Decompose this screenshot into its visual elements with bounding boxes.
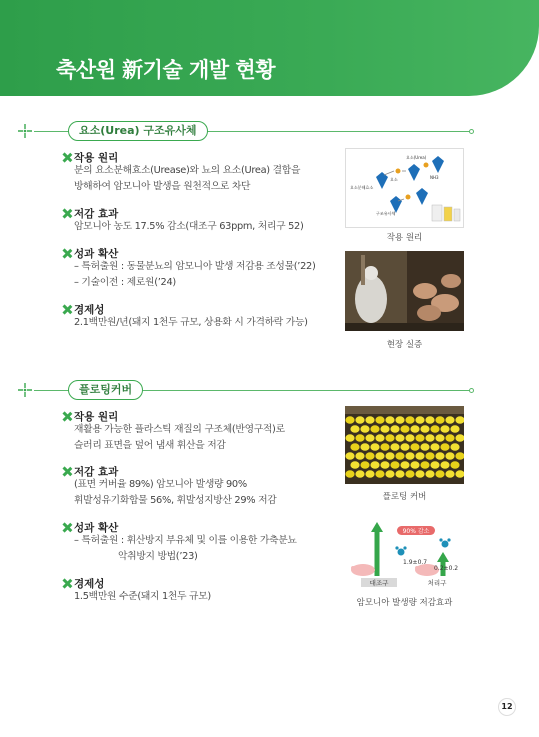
floating-ball: [375, 416, 384, 424]
field-photo: [345, 251, 464, 331]
figure-caption: 현장 실증: [386, 340, 423, 350]
floating-ball: [415, 434, 424, 442]
figure-caption: 암모니아 발생량 저감효과: [356, 598, 453, 608]
item-body: (표면 커버율 89%) 암모니아 발생량 90% 휘발성유기화합물 56%, 휘발성지방산 29% 저감: [74, 479, 277, 506]
item-heading: 경제성: [62, 302, 104, 317]
floating-ball: [400, 461, 409, 469]
floating-ball: [365, 470, 374, 478]
floating-ball: [350, 425, 359, 433]
diagram-label: 요소분해효소: [350, 185, 374, 190]
floating-ball: [400, 425, 409, 433]
floating-ball: [370, 461, 379, 469]
floating-ball: [445, 470, 454, 478]
treatment-label: 처리구: [427, 579, 447, 587]
floating-ball: [355, 434, 364, 442]
floating-ball: [425, 452, 434, 460]
floating-ball: [415, 416, 424, 424]
floating-ball: [385, 434, 394, 442]
floating-cover-photo: [345, 406, 464, 484]
item-heading: 저감 효과: [62, 206, 118, 221]
floating-ball: [410, 461, 419, 469]
floating-ball: [385, 470, 394, 478]
floating-ball: [450, 461, 459, 469]
page-header: [0, 0, 539, 96]
x-bullet-icon: [62, 209, 71, 218]
floating-ball: [345, 434, 354, 442]
item-heading: 작용 원리: [62, 150, 118, 165]
item-body: – 특허출원 : 동물분뇨의 암모니아 발생 저감용 조성물(’22) – 기술이전 : 제로원(’24): [74, 261, 316, 288]
floating-ball: [375, 470, 384, 478]
page-title: 축산원 新기술 개발 현황: [56, 58, 276, 82]
floating-ball: [415, 470, 424, 478]
floating-ball: [435, 434, 444, 442]
item-heading: 작용 원리: [62, 409, 118, 424]
floating-ball: [385, 416, 394, 424]
item-body: 분의 요소분해효소(Urease)와 뇨의 요소(Urea) 결합을 방해하여 암모니아 발생을 원천적으로 차단: [74, 165, 301, 192]
floating-ball: [345, 416, 354, 424]
floating-ball: [415, 452, 424, 460]
floating-ball: [445, 434, 454, 442]
floating-ball: [395, 470, 404, 478]
floating-ball: [370, 425, 379, 433]
page-number: 12: [498, 698, 516, 716]
floating-ball: [350, 461, 359, 469]
item-body: 암모니아 농도 17.5% 감소(대조구 63ppm, 처리구 52): [74, 221, 304, 232]
floating-ball: [445, 452, 454, 460]
floating-ball: [370, 443, 379, 451]
floating-ball: [430, 443, 439, 451]
item-heading: 성과 확산: [62, 246, 118, 261]
ammonia-reduction-chart: [345, 514, 464, 590]
floating-ball: [430, 425, 439, 433]
floating-ball: [365, 434, 374, 442]
floating-ball: [380, 443, 389, 451]
mechanism-diagram: [345, 148, 464, 228]
item-heading: 성과 확산: [62, 520, 118, 535]
floating-ball: [390, 443, 399, 451]
floating-ball: [435, 452, 444, 460]
control-label: 대조구: [369, 579, 389, 587]
divider-end-dot: [469, 129, 474, 134]
floating-ball: [380, 425, 389, 433]
diagram-label: NH3: [430, 175, 439, 180]
section-title-urea: 요소(Urea) 구조유사체: [68, 121, 208, 141]
floating-ball: [375, 434, 384, 442]
item-body: 2.1백만원/년(돼지 1천두 규모, 상용화 시 가격하락 가능): [74, 317, 308, 328]
floating-ball: [385, 452, 394, 460]
floating-ball: [410, 425, 419, 433]
item-body: – 특허출원 : 휘산방지 부유체 및 이를 이용한 가축분뇨 악취방지 방법(’23): [74, 535, 297, 562]
floating-ball: [355, 416, 364, 424]
floating-ball: [425, 434, 434, 442]
floating-ball: [420, 443, 429, 451]
control-value: 1.9±0.7: [403, 559, 428, 566]
floating-ball: [450, 425, 459, 433]
floating-ball: [390, 461, 399, 469]
floating-ball: [400, 443, 409, 451]
treatment-value: 0.2±0.2: [434, 565, 459, 572]
floating-ball: [345, 470, 354, 478]
floating-ball: [445, 416, 454, 424]
x-bullet-icon: [62, 412, 71, 421]
floating-ball: [390, 425, 399, 433]
floating-ball: [450, 443, 459, 451]
floating-ball: [405, 434, 414, 442]
x-bullet-icon: [62, 249, 71, 258]
floating-ball: [420, 425, 429, 433]
x-bullet-icon: [62, 467, 71, 476]
reduction-badge-text: 90% 감소: [402, 528, 430, 535]
floating-ball: [380, 461, 389, 469]
divider-end-dot: [469, 388, 474, 393]
item-heading: 경제성: [62, 576, 104, 591]
floating-ball: [375, 452, 384, 460]
floating-ball: [345, 452, 354, 460]
floating-ball: [350, 443, 359, 451]
floating-ball: [435, 470, 444, 478]
floating-ball: [395, 434, 404, 442]
floating-ball: [425, 470, 434, 478]
figure-caption: 플로팅 커버: [382, 492, 427, 502]
floating-ball: [360, 443, 369, 451]
item-body: 1.5백만원 수준(돼지 1천두 규모): [74, 591, 211, 602]
sparkle-icon: [18, 124, 32, 138]
x-bullet-icon: [62, 153, 71, 162]
floating-ball: [395, 452, 404, 460]
x-bullet-icon: [62, 305, 71, 314]
floating-ball: [420, 461, 429, 469]
floating-ball: [425, 416, 434, 424]
floating-ball: [440, 425, 449, 433]
floating-ball: [360, 461, 369, 469]
floating-ball: [410, 443, 419, 451]
floating-ball: [405, 452, 414, 460]
floating-ball: [355, 452, 364, 460]
floating-ball: [360, 425, 369, 433]
floating-ball: [355, 470, 364, 478]
x-bullet-icon: [62, 579, 71, 588]
floating-ball: [365, 452, 374, 460]
floating-ball: [440, 461, 449, 469]
item-heading: 저감 효과: [62, 464, 118, 479]
floating-ball: [440, 443, 449, 451]
x-bullet-icon: [62, 523, 71, 532]
diagram-label: 구조유사체: [376, 211, 396, 216]
diagram-label: 요소: [390, 177, 398, 182]
item-body: 재활용 가능한 플라스틱 재질의 구조체(반영구적)로 슬러리 표면을 덮어 냄새 휘산을 저감: [74, 424, 285, 451]
floating-ball: [430, 461, 439, 469]
diagram-label: 요소(Urea): [406, 155, 427, 160]
section-title-floating-cover: 플로팅커버: [68, 380, 143, 400]
sparkle-icon: [18, 383, 32, 397]
floating-ball: [365, 416, 374, 424]
floating-ball: [395, 416, 404, 424]
floating-ball: [405, 416, 414, 424]
figure-caption: 작용 원리: [386, 233, 423, 243]
floating-ball: [405, 470, 414, 478]
floating-ball: [435, 416, 444, 424]
